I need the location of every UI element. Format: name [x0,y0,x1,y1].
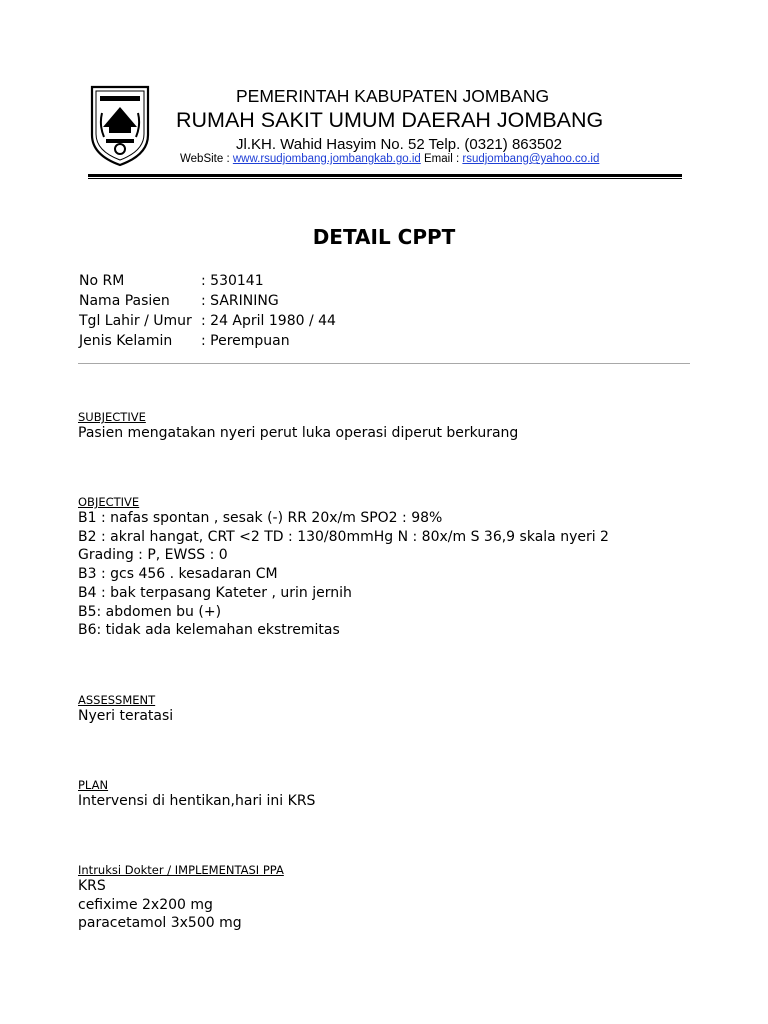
hospital-address: Jl.KH. Wahid Hasyim No. 52 Telp. (0321) 863502 [236,136,562,153]
patient-info-label: Tgl Lahir / Umur [79,313,192,329]
patient-info-value: : 530141 [201,273,264,289]
instruction-section [78,863,284,933]
patient-info-row [79,331,336,351]
contact-line [180,153,599,165]
patient-info-label: Jenis Kelamin [79,333,173,349]
objective-line: Grading : P, EWSS : 0 [78,547,228,564]
objective-line: B3 : gcs 456 . kesadaran CM [78,566,278,583]
letterhead-rule-thin [88,178,682,179]
email-link[interactable]: rsudjombang@yahoo.co.id [462,153,600,165]
website-link[interactable]: www.rsudjombang.jombangkab.go.id [232,153,421,165]
patient-info-row [79,271,336,291]
objective-section [78,495,609,640]
government-name: PEMERINTAH KABUPATEN JOMBANG [236,86,550,106]
patient-info-label: No RM [79,273,125,289]
objective-heading: OBJECTIVE [78,495,140,509]
subjective-section [78,410,518,443]
assessment-section [78,693,173,726]
instruction-heading: Intruksi Dokter / IMPLEMENTASI PPA [78,863,284,877]
website-label: WebSite : [180,153,230,165]
assessment-text: Nyeri teratasi [78,708,174,724]
objective-line: B4 : bak terpasang Kateter , urin jernih [78,584,352,601]
subjective-heading: SUBJECTIVE [78,410,146,424]
patient-info-row [79,291,336,311]
patient-info [79,271,336,351]
section-divider [78,363,690,364]
objective-line: B2 : akral hangat, CRT <2 TD : 130/80mmHg N : 80x/m S 36,9 skala nyeri 2 [78,528,609,545]
letterhead [80,80,690,180]
hospital-name: RUMAH SAKIT UMUM DAERAH JOMBANG [176,108,604,132]
patient-info-value: : 24 April 1980 / 44 [201,313,336,329]
plan-heading: PLAN [78,778,109,792]
email-label: Email : [424,153,460,165]
instruction-line: KRS [78,878,106,894]
instruction-line: paracetamol 3x500 mg [78,915,242,932]
regency-crest-icon [86,83,154,167]
assessment-heading: ASSESSMENT [78,693,156,707]
objective-line: B6: tidak ada kelemahan ekstremitas [78,622,340,639]
patient-info-label: Nama Pasien [79,293,170,309]
instruction-line: cefixime 2x200 mg [78,896,213,913]
objective-line: B5: abdomen bu (+) [78,603,222,620]
patient-info-row [79,311,336,331]
letterhead-rule-thick [88,174,682,177]
plan-text: Intervensi di hentikan,hari ini KRS [78,793,316,809]
document-title: DETAIL CPPT [312,225,456,249]
patient-info-value: : Perempuan [201,333,290,349]
objective-line: B1 : nafas spontan , sesak (-) RR 20x/m SPO2 : 98% [78,510,443,526]
subjective-text: Pasien mengatakan nyeri perut luka operasi diperut berkurang [78,425,519,441]
patient-info-value: : SARINING [201,293,279,309]
plan-section [78,778,315,811]
